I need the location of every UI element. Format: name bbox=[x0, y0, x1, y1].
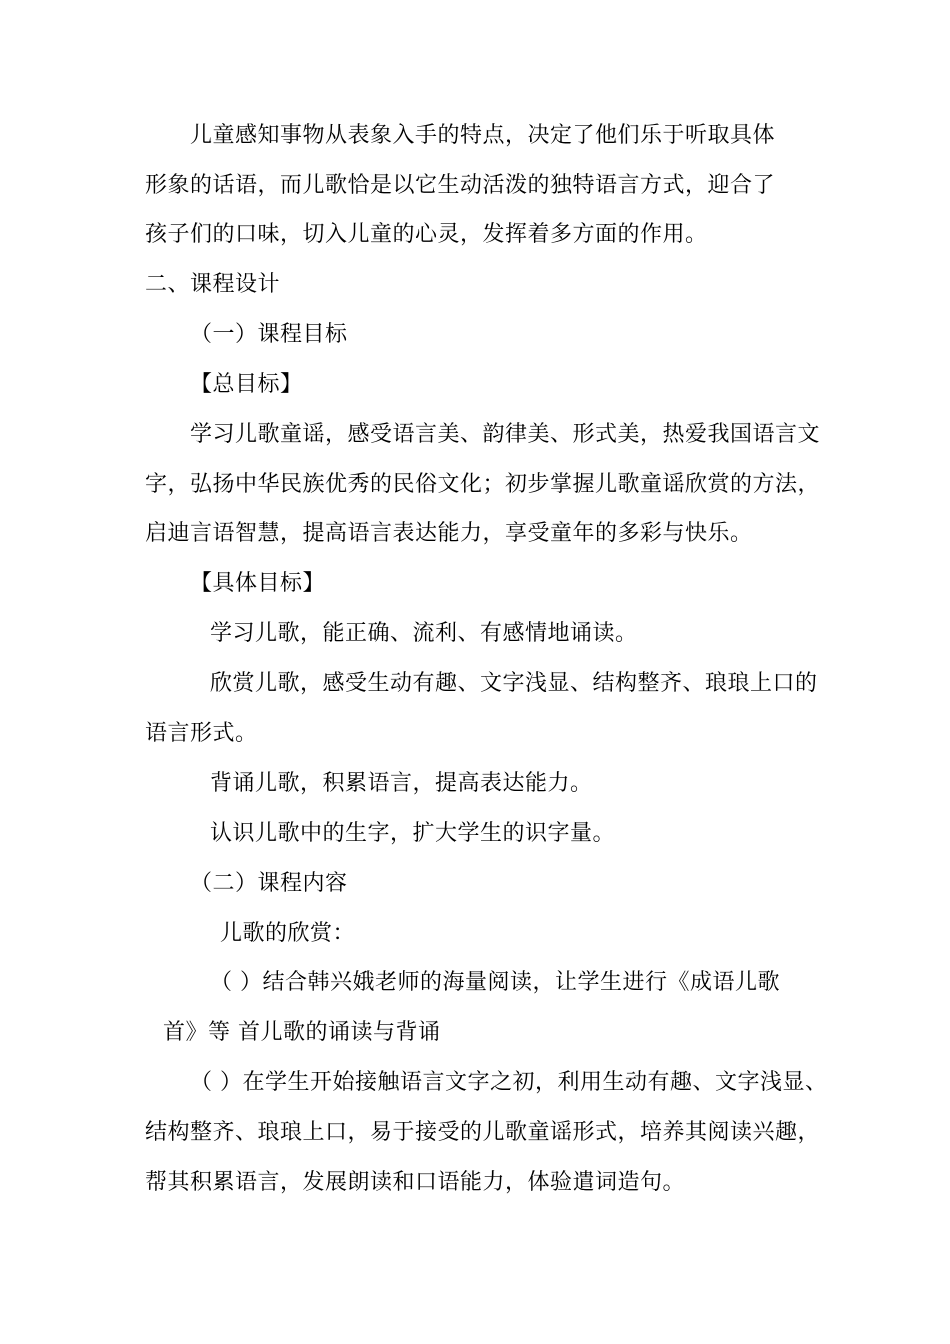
content-item-1-line1: （ ）结合韩兴娥老师的海量阅读，让学生进行《成语儿歌 bbox=[210, 970, 780, 995]
section-heading: 二、课程设计 bbox=[145, 272, 281, 297]
para1-line3: 孩子们的口味，切入儿童的心灵，发挥着多方面的作用。 bbox=[145, 222, 708, 247]
para2-line2: 字，弘扬中华民族优秀的民俗文化；初步掌握儿歌童谣欣赏的方法， bbox=[145, 472, 821, 497]
specific-goal-label: 【具体目标】 bbox=[190, 571, 326, 596]
para1-line1: 儿童感知事物从表象入手的特点，决定了他们乐于听取具体 bbox=[190, 123, 776, 148]
appreciation-label: 儿歌的欣赏： bbox=[220, 921, 356, 946]
subsection-heading-goals: （一）课程目标 bbox=[190, 322, 348, 347]
goal-item-2-line2: 语言形式。 bbox=[145, 721, 258, 746]
content-item-2-line1: （ ）在学生开始接触语言文字之初，利用生动有趣、文字浅显、 bbox=[190, 1070, 828, 1095]
para1-line2: 形象的话语，而儿歌恰是以它生动活泼的独特语言方式，迎合了 bbox=[145, 173, 776, 198]
content-item-2-line2: 结构整齐、琅琅上口，易于接受的儿歌童谣形式，培养其阅读兴趣， bbox=[145, 1120, 821, 1145]
goal-item-2-line1: 欣赏儿歌，感受生动有趣、文字浅显、结构整齐、琅琅上口的 bbox=[210, 671, 818, 696]
content-item-2-line3: 帮其积累语言，发展朗读和口语能力，体验遣词造句。 bbox=[145, 1170, 686, 1195]
goal-item-4: 认识儿歌中的生字，扩大学生的识字量。 bbox=[210, 821, 616, 846]
goal-item-3: 背诵儿歌，积累语言，提高表达能力。 bbox=[210, 771, 593, 796]
para2-line1: 学习儿歌童谣，感受语言美、韵律美、形式美，热爱我国语言文 bbox=[190, 422, 821, 447]
content-item-1-line2: 首》等 首儿歌的诵读与背诵 bbox=[163, 1020, 441, 1045]
para2-line3: 启迪言语智慧，提高语言表达能力，享受童年的多彩与快乐。 bbox=[145, 521, 753, 546]
subsection-heading-content: （二）课程内容 bbox=[190, 871, 348, 896]
goal-item-1: 学习儿歌，能正确、流利、有感情地诵读。 bbox=[210, 621, 638, 646]
overall-goal-label: 【总目标】 bbox=[190, 372, 303, 397]
